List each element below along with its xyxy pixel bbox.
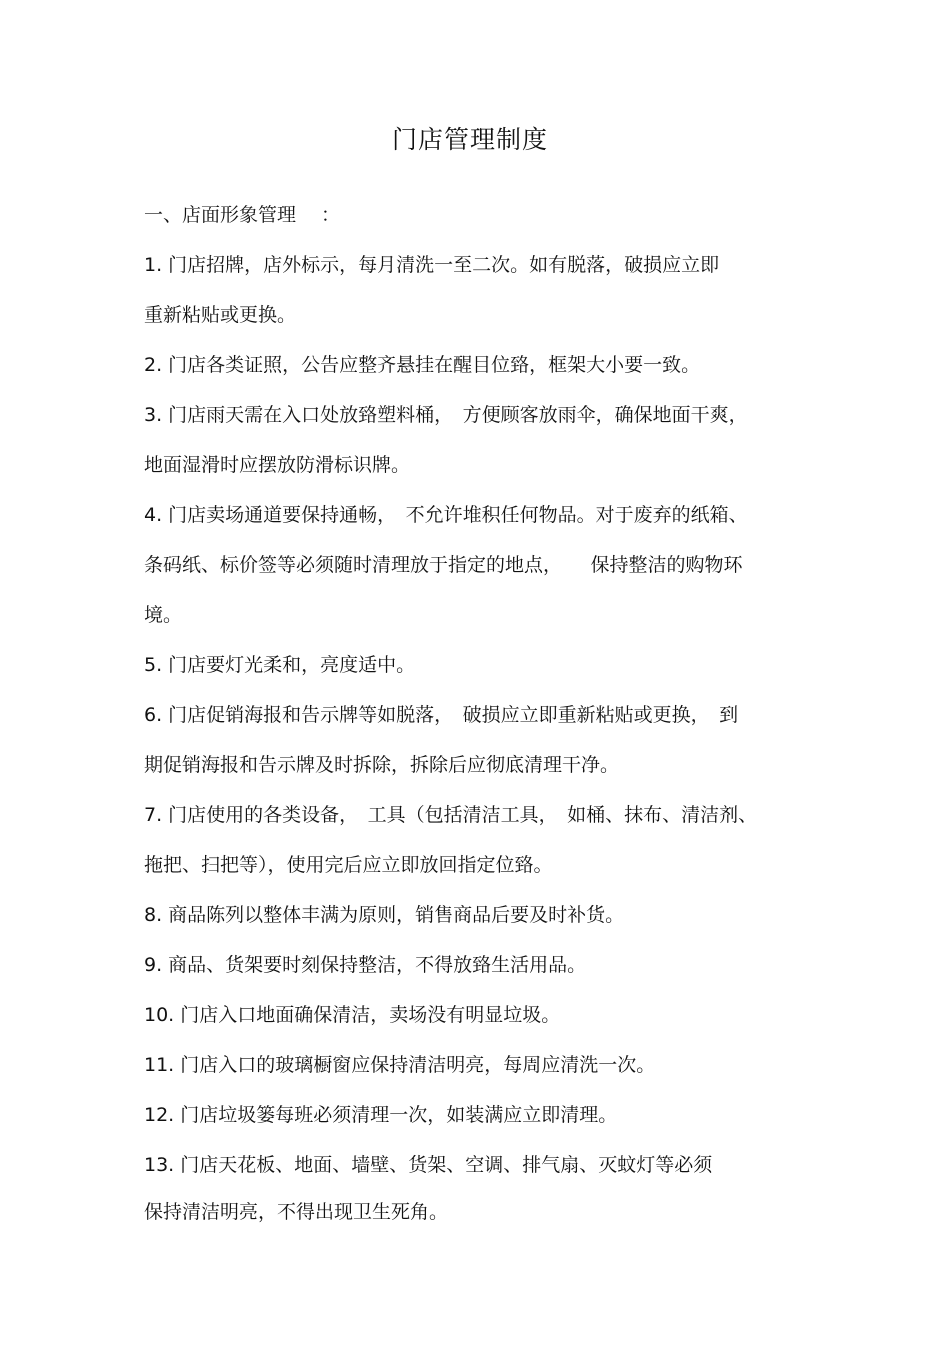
text-line: 11. 门店入口的玻璃橱窗应保持清洁明亮，每周应清洗一次。 bbox=[144, 1054, 656, 1076]
text-line: 期促销海报和告示牌及时拆除，拆除后应彻底清理干净。 bbox=[144, 754, 620, 776]
text-line: 6. 门店促销海报和告示牌等如脱落， 破损应立即重新粘贴或更换， 到 bbox=[144, 704, 739, 726]
text-line: 9. 商品、货架要时刻保持整洁，不得放臵生活用品。 bbox=[144, 954, 587, 976]
text-line: 条码纸、标价签等必须随时清理放于指定的地点， 保持整洁的购物环 bbox=[144, 554, 743, 576]
text-line: 13. 门店天花板、地面、墙壁、货架、空调、排气扇、灭蚊灯等必须 bbox=[144, 1154, 713, 1176]
text-line: 地面湿滑时应摆放防滑标识牌。 bbox=[144, 454, 411, 476]
text-line: 重新粘贴或更换。 bbox=[144, 304, 297, 326]
text-line: 3. 门店雨天需在入口处放臵塑料桶， 方便顾客放雨伞，确保地面干爽， bbox=[144, 404, 748, 426]
text-line: 保持清洁明亮，不得出现卫生死角。 bbox=[144, 1201, 449, 1223]
document-title: 门店管理制度 bbox=[391, 125, 548, 154]
text-line: 10. 门店入口地面确保清洁，卖场没有明显垃圾。 bbox=[144, 1004, 561, 1026]
text-line: 拖把、扫把等），使用完后应立即放回指定位臵。 bbox=[144, 854, 553, 876]
text-line: 7. 门店使用的各类设备， 工具（包括清洁工具， 如桶、抹布、清洁剂、 bbox=[144, 804, 758, 826]
text-line: 1. 门店招牌，店外标示，每月清洗一至二次。如有脱落，破损应立即 bbox=[144, 254, 720, 276]
text-line: 境。 bbox=[144, 604, 183, 626]
text-line: 2. 门店各类证照，公告应整齐悬挂在醒目位臵，框架大小要一致。 bbox=[144, 354, 701, 376]
text-line: 4. 门店卖场通道要保持通畅， 不允许堆积任何物品。对于废弃的纸箱、 bbox=[144, 504, 748, 526]
text-line: 8. 商品陈列以整体丰满为原则，销售商品后要及时补货。 bbox=[144, 904, 625, 926]
text-line: 5. 门店要灯光柔和，亮度适中。 bbox=[144, 654, 416, 676]
text-line: 12. 门店垃圾篓每班必须清理一次，如装满应立即清理。 bbox=[144, 1104, 618, 1126]
section-heading: 一、店面形象管理 ： bbox=[144, 204, 341, 226]
